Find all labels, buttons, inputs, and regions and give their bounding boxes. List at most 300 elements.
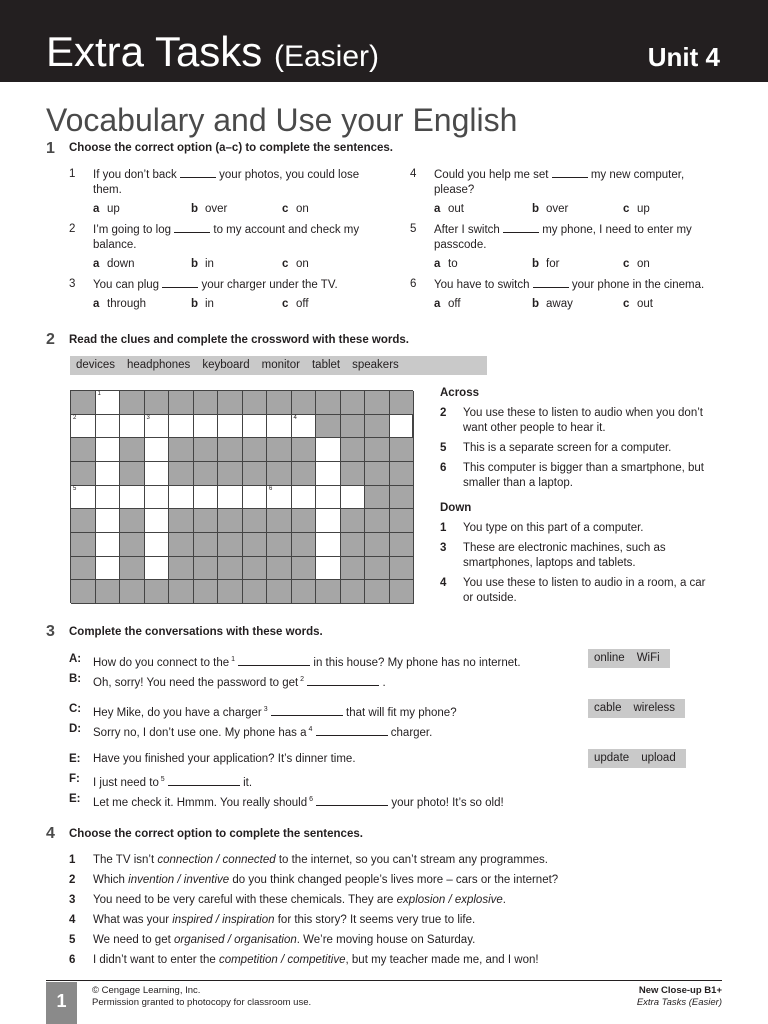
crossword-block <box>341 462 366 486</box>
crossword-block <box>218 557 243 581</box>
book-title: New Close-up B1+ <box>638 985 722 996</box>
clue-text: You use these to listen to audio in a room, a car or outside. <box>463 577 706 604</box>
option-text: away <box>546 298 573 310</box>
exercise-number: 3 <box>46 623 55 640</box>
crossword-cell <box>96 462 121 486</box>
answer-gap <box>180 167 216 178</box>
option-text: off <box>448 298 461 310</box>
crossword-block <box>292 509 317 533</box>
clue-number: 2 <box>440 407 447 419</box>
crossword-block <box>120 557 145 581</box>
speaker: F: <box>69 773 80 785</box>
option-pair: competition / competitive <box>218 954 346 966</box>
item-number: 4 <box>69 914 76 926</box>
option-letter: b <box>191 298 199 310</box>
crossword-block <box>218 533 243 557</box>
crossword-block <box>316 415 341 439</box>
crossword-block <box>267 557 292 581</box>
clue-text: This computer is bigger than a smartphone, but smaller than a laptop. <box>463 462 704 489</box>
section-title: Vocabulary and Use your English <box>46 102 518 138</box>
crossword-block <box>145 580 170 604</box>
crossword-block <box>341 557 366 581</box>
item-number: 4 <box>410 168 417 180</box>
crossword-block <box>194 557 219 581</box>
item-number: 2 <box>69 874 76 886</box>
option-pair: explosion / explosive <box>396 894 503 906</box>
footer-divider <box>46 980 722 981</box>
crossword-block <box>71 438 96 462</box>
option-letter: b <box>191 203 199 215</box>
clue <box>440 541 710 571</box>
page-header <box>0 0 768 82</box>
crossword-block <box>169 533 194 557</box>
cell-number: 5 <box>73 485 77 492</box>
speaker: E: <box>69 753 81 765</box>
clue-text: This is a separate screen for a computer. <box>463 442 672 454</box>
crossword-block <box>341 533 366 557</box>
crossword-cell <box>292 486 317 510</box>
crossword-block <box>365 391 390 415</box>
crossword-block <box>145 391 170 415</box>
exercise-instruction: Choose the correct option (a–c) to complete the sentences. <box>69 142 393 154</box>
crossword-cell <box>243 415 268 439</box>
crossword-block <box>218 438 243 462</box>
clue <box>440 441 710 456</box>
crossword-block <box>243 509 268 533</box>
sentence-start: The TV isn’t <box>93 854 158 866</box>
option-text: off <box>296 298 309 310</box>
option-text: over <box>205 203 228 215</box>
speaker: E: <box>69 793 81 805</box>
option-text: for <box>546 258 560 270</box>
option-text: through <box>107 298 147 310</box>
dialogue-line <box>93 702 457 721</box>
item-sentence <box>93 222 385 253</box>
option-text: to <box>448 258 458 270</box>
crossword-cell <box>96 391 121 415</box>
crossword-cell <box>145 533 170 557</box>
option-letter: a <box>434 203 441 215</box>
answer-gap <box>238 655 310 666</box>
sentence-end: . We’re moving house on Saturday. <box>296 934 476 946</box>
sentence-start: I’m going to log <box>93 224 175 236</box>
crossword-block <box>169 580 194 604</box>
crossword-block <box>390 486 415 510</box>
crossword-cell <box>145 509 170 533</box>
sentence-end: my new computer, please? <box>434 169 685 196</box>
line-text: Sorry no, I don’t use one. My phone has a <box>93 726 307 739</box>
crossword-block <box>120 509 145 533</box>
option-letter: c <box>623 258 630 270</box>
item-sentence <box>93 873 558 888</box>
option-pair: connection / connected <box>157 854 276 866</box>
crossword-cell <box>169 415 194 439</box>
answer-gap <box>307 675 379 686</box>
sentence-start: After I switch <box>434 224 504 236</box>
crossword-block <box>292 391 317 415</box>
crossword-block <box>71 557 96 581</box>
clue-text: You use these to listen to audio when you don’t want other people to hear it. <box>463 407 703 434</box>
crossword-block <box>120 462 145 486</box>
item-number: 2 <box>69 223 76 235</box>
clue-number: 3 <box>440 542 447 554</box>
option-letter: c <box>282 203 289 215</box>
permission-note: Permission granted to photocopy for classroom use. <box>92 997 312 1008</box>
crossword-cell <box>145 462 170 486</box>
item-number: 5 <box>410 223 417 235</box>
sentence-end: your charger under the TV. <box>198 279 338 291</box>
clue-text: You type on this part of a computer. <box>463 522 644 534</box>
option-letter: b <box>532 203 540 215</box>
across-heading: Across <box>440 387 479 399</box>
option-text: on <box>637 258 650 270</box>
crossword-block <box>365 509 390 533</box>
sentence-end: to the internet, so you can’t stream any programmes. <box>275 854 548 866</box>
option-letter: a <box>434 298 441 310</box>
crossword-cell <box>267 486 292 510</box>
crossword-block <box>390 557 415 581</box>
crossword-block <box>267 580 292 604</box>
option-pair: inspired / inspiration <box>172 914 275 926</box>
line-text: in this house? My phone has no internet. <box>310 656 521 669</box>
crossword-block <box>194 580 219 604</box>
exercise-number: 1 <box>46 140 55 157</box>
crossword-block <box>120 438 145 462</box>
crossword-block <box>71 462 96 486</box>
crossword-cell <box>145 557 170 581</box>
gap-number: 3 <box>261 706 268 713</box>
crossword-cell <box>96 415 121 439</box>
option-text: up <box>637 203 650 215</box>
header-title-text: Extra Tasks <box>46 28 263 75</box>
crossword-block <box>218 509 243 533</box>
crossword-block <box>96 580 121 604</box>
dialogue-line <box>93 772 252 791</box>
crossword-block <box>341 438 366 462</box>
crossword-block <box>390 438 415 462</box>
crossword-block <box>365 486 390 510</box>
line-text: Hey Mike, do you have a charger <box>93 706 262 719</box>
crossword-block <box>243 438 268 462</box>
option-text: in <box>205 258 214 270</box>
word-box-item: keyboard <box>202 359 250 371</box>
line-text: that will fit my phone? <box>342 706 457 719</box>
crossword-block <box>71 391 96 415</box>
crossword-block <box>194 509 219 533</box>
crossword-cell <box>316 486 341 510</box>
crossword-block <box>390 462 415 486</box>
crossword-block <box>194 462 219 486</box>
word-box-item: wireless <box>633 702 676 714</box>
gap-number: 4 <box>306 726 313 733</box>
crossword-block <box>341 580 366 604</box>
sentence-start: You can plug <box>93 279 163 291</box>
answer-gap <box>316 795 388 806</box>
word-box <box>588 649 670 668</box>
option-letter: a <box>93 298 100 310</box>
crossword-block <box>120 533 145 557</box>
cell-number: 6 <box>269 485 273 492</box>
crossword-block <box>365 557 390 581</box>
crossword-block <box>341 415 366 439</box>
option-pair: organised / organisation <box>173 934 297 946</box>
crossword-block <box>243 533 268 557</box>
word-box-item: monitor <box>261 359 300 371</box>
crossword-block <box>390 509 415 533</box>
word-box-item: online <box>594 652 625 664</box>
crossword-cell <box>316 509 341 533</box>
crossword-cell <box>218 415 243 439</box>
item-sentence <box>93 953 539 968</box>
line-text: your photo! It’s so old! <box>388 796 504 809</box>
answer-gap <box>162 277 198 288</box>
down-clues <box>440 521 710 611</box>
crossword-block <box>292 557 317 581</box>
copyright: © Cengage Learning, Inc. <box>92 985 201 996</box>
crossword-cell <box>71 415 96 439</box>
option-letter: c <box>282 298 289 310</box>
crossword-cell <box>194 415 219 439</box>
option-text: out <box>448 203 464 215</box>
answer-gap <box>271 705 343 716</box>
item-sentence <box>434 167 726 198</box>
sentence-start: You have to switch <box>434 279 533 291</box>
word-box-item: cable <box>594 702 622 714</box>
item-number: 6 <box>69 954 76 966</box>
crossword-block <box>292 438 317 462</box>
item-number: 5 <box>69 934 76 946</box>
clue <box>440 576 710 606</box>
option-text: down <box>107 258 135 270</box>
item-number: 1 <box>69 168 76 180</box>
dialogue-line <box>93 792 504 811</box>
word-box-item: headphones <box>127 359 191 371</box>
sentence-end: do you think changed people’s lives more – cars or the internet? <box>229 874 559 886</box>
item-sentence <box>93 893 506 908</box>
word-box <box>588 749 686 768</box>
crossword-block <box>71 533 96 557</box>
crossword-block <box>267 509 292 533</box>
option-letter: c <box>623 298 630 310</box>
word-box-item: upload <box>641 752 676 764</box>
sentence-start: If you don’t back <box>93 169 180 181</box>
crossword-block <box>316 391 341 415</box>
crossword-block <box>341 509 366 533</box>
crossword-block <box>169 438 194 462</box>
crossword-block <box>267 438 292 462</box>
exercise-number: 2 <box>46 331 55 348</box>
speaker: A: <box>69 653 82 665</box>
word-box-item: devices <box>76 359 115 371</box>
sentence-start: Which <box>93 874 129 886</box>
crossword-block <box>169 509 194 533</box>
crossword-cell <box>194 486 219 510</box>
gap-number: 2 <box>298 676 305 683</box>
crossword-cell <box>243 486 268 510</box>
crossword-cell <box>145 486 170 510</box>
sentence-start: We need to get <box>93 934 174 946</box>
speaker: B: <box>69 673 82 685</box>
word-box <box>588 699 685 718</box>
sentence-end: to my account and check my balance. <box>93 224 360 251</box>
crossword-block <box>169 462 194 486</box>
option-letter: a <box>93 258 100 270</box>
option-text: up <box>107 203 120 215</box>
crossword-block <box>267 462 292 486</box>
crossword-cell <box>120 486 145 510</box>
crossword-block <box>316 580 341 604</box>
sentence-end: for this story? It seems very true to life. <box>274 914 476 926</box>
crossword-cell <box>316 438 341 462</box>
crossword-grid <box>70 390 413 603</box>
dialogue-line <box>93 752 356 767</box>
item-sentence <box>434 222 726 253</box>
crossword-cell <box>267 415 292 439</box>
crossword-block <box>292 580 317 604</box>
sentence-start: Could you help me set <box>434 169 552 181</box>
crossword-block <box>71 580 96 604</box>
line-text: . <box>379 676 386 689</box>
crossword-block <box>243 580 268 604</box>
clue-number: 1 <box>440 522 447 534</box>
answer-gap <box>533 277 569 288</box>
crossword-block <box>267 391 292 415</box>
cell-number: 2 <box>73 414 77 421</box>
crossword-block <box>169 391 194 415</box>
cell-number: 1 <box>97 391 101 397</box>
sentence-end: , but my teacher made me, and I won! <box>345 954 539 966</box>
dialogue-line <box>93 722 432 741</box>
line-text: Have you finished your application? It’s dinner time. <box>93 753 356 765</box>
crossword-block <box>390 533 415 557</box>
crossword-cell <box>96 557 121 581</box>
cell-number: 3 <box>146 414 150 421</box>
down-heading: Down <box>440 502 472 514</box>
crossword-cell <box>96 438 121 462</box>
exercise-instruction: Complete the conversations with these words. <box>69 626 323 638</box>
crossword-block <box>267 533 292 557</box>
item-number: 1 <box>69 854 76 866</box>
crossword-block <box>365 415 390 439</box>
crossword-cell <box>145 438 170 462</box>
crossword-block <box>120 391 145 415</box>
exercise-instruction: Choose the correct option to complete the sentences. <box>69 828 363 840</box>
answer-gap <box>168 775 240 786</box>
answer-gap <box>552 167 588 178</box>
dialogue-line <box>93 672 386 691</box>
option-text: over <box>546 203 569 215</box>
option-text: on <box>296 258 309 270</box>
option-letter: a <box>93 203 100 215</box>
clue-number: 5 <box>440 442 447 454</box>
option-text: in <box>205 298 214 310</box>
item-sentence <box>93 933 475 948</box>
item-sentence <box>93 167 385 198</box>
dialogue-line <box>93 652 521 671</box>
crossword-block <box>365 533 390 557</box>
crossword-block <box>243 391 268 415</box>
option-text: on <box>296 203 309 215</box>
sentence-start: You need to be very careful with these chemicals. They are <box>93 894 397 906</box>
gap-number: 5 <box>158 776 165 783</box>
option-letter: c <box>282 258 289 270</box>
crossword-block <box>292 462 317 486</box>
crossword-block <box>194 533 219 557</box>
item-number: 6 <box>410 278 417 290</box>
clue-number: 6 <box>440 462 447 474</box>
crossword-block <box>194 438 219 462</box>
exercise-number: 4 <box>46 825 55 842</box>
clue-number: 4 <box>440 577 447 589</box>
page-number: 1 <box>46 982 77 1024</box>
item-number: 3 <box>69 278 76 290</box>
option-pair: invention / inventive <box>128 874 230 886</box>
line-text: How do you connect to the <box>93 656 230 669</box>
crossword-cell <box>316 533 341 557</box>
option-letter: b <box>532 258 540 270</box>
cell-number: 4 <box>293 414 297 421</box>
sentence-end: your photos, you could lose them. <box>93 169 360 196</box>
word-box-item: WiFi <box>636 652 660 664</box>
option-letter: b <box>191 258 199 270</box>
clue <box>440 406 710 436</box>
sentence-end: my phone, I need to enter my passcode. <box>434 224 692 251</box>
crossword-block <box>194 391 219 415</box>
crossword-cell <box>96 486 121 510</box>
crossword-block <box>341 391 366 415</box>
unit-label: Unit 4 <box>647 42 720 72</box>
item-sentence <box>93 277 385 293</box>
clue <box>440 461 710 491</box>
crossword-block <box>169 557 194 581</box>
answer-gap <box>503 222 539 233</box>
option-text: out <box>637 298 653 310</box>
crossword-cell <box>120 415 145 439</box>
crossword-cell <box>341 486 366 510</box>
sentence-end: your phone in the cinema. <box>568 279 705 291</box>
clue-text: These are electronic machines, such as smartphones, laptops and tablets. <box>463 542 666 569</box>
crossword-block <box>292 533 317 557</box>
crossword-block <box>218 580 243 604</box>
gap-number: 1 <box>229 656 236 663</box>
crossword-block <box>71 509 96 533</box>
answer-gap <box>174 222 210 233</box>
crossword-block <box>365 462 390 486</box>
crossword-cell <box>96 533 121 557</box>
header-subtitle: (Easier) <box>273 40 379 73</box>
word-box <box>70 356 487 375</box>
crossword-block <box>365 438 390 462</box>
exercise-instruction: Read the clues and complete the crossword with these words. <box>69 334 409 346</box>
book-subtitle: Extra Tasks (Easier) <box>636 997 722 1008</box>
option-letter: c <box>623 203 630 215</box>
crossword-block <box>390 391 415 415</box>
across-clues <box>440 406 710 496</box>
sentence-start: What was your <box>93 914 173 926</box>
line-text: charger. <box>387 726 433 739</box>
line-text: Let me check it. Hmmm. You really should <box>93 796 308 809</box>
crossword-cell <box>169 486 194 510</box>
crossword-block <box>365 580 390 604</box>
crossword-cell <box>292 415 317 439</box>
item-number: 3 <box>69 894 76 906</box>
clue <box>440 521 710 536</box>
sentence-start: I didn’t want to enter the <box>93 954 219 966</box>
crossword-cell <box>316 462 341 486</box>
answer-gap <box>316 725 388 736</box>
option-letter: b <box>532 298 540 310</box>
item-sentence <box>93 853 548 868</box>
